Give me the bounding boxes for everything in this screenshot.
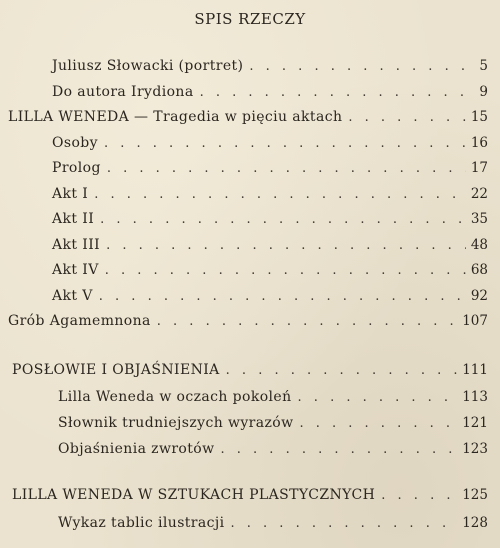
leader-dots [200,85,466,100]
toc-entry-label: Akt V [52,288,93,304]
toc-entry-label: Objaśnienia zwrotów [58,441,215,457]
toc-entry [52,160,488,180]
toc-entry [58,441,488,461]
leader-dots [157,314,458,329]
toc-entry-page: 111 [462,362,488,378]
toc-entry-page: 9 [479,84,488,100]
leader-dots [381,488,458,503]
toc-entry [52,211,488,231]
toc-entry [58,415,488,435]
toc-entry-label: POSŁOWIE I OBJAŚNIENIA [12,362,220,378]
toc-entry-page: 22 [470,186,488,202]
toc-entry [52,84,488,104]
leader-dots [106,238,466,253]
toc-entry-page: 15 [470,109,488,125]
toc-entry-label: Akt III [52,237,101,253]
toc-entry [52,186,488,206]
toc-entry-label: Lilla Weneda w oczach pokoleń [58,389,292,405]
toc-entry-page: 125 [462,487,488,503]
toc-entry [8,313,488,333]
leader-dots [94,187,466,202]
leader-dots [104,136,466,151]
toc-entry-label: Prolog [52,160,101,176]
toc-entry-page: 92 [470,288,488,304]
toc-entry-page: 113 [462,389,488,405]
leader-dots [107,161,466,176]
toc-entry-page: 107 [462,313,488,329]
toc-entry-label: LILLA WENEDA W SZTUKACH PLASTYCZNYCH [12,487,376,503]
leader-dots [299,416,458,431]
toc-entry-label: Osoby [52,135,98,151]
leader-dots [100,212,466,227]
leader-dots [249,59,466,74]
toc-entry [52,262,488,282]
toc-entry-label: Słownik trudniejszych wyrazów [58,415,294,431]
toc-entry-label: Juliusz Słowacki (portret) [52,58,244,74]
toc-entry [8,109,488,129]
toc-entry-label: Do autora Irydiona [52,84,194,100]
toc-entry-page: 17 [470,160,488,176]
leader-dots [105,263,466,278]
toc-entry-label: Wykaz tablic ilustracji [58,515,225,531]
toc-entry-page: 48 [470,237,488,253]
toc-entry-label: Akt II [52,211,95,227]
toc-entry-page: 123 [462,441,488,457]
page-title: SPIS RZECZY [194,10,306,28]
leader-dots [99,289,466,304]
leader-dots [221,442,459,457]
toc-entry-page: 35 [470,211,488,227]
toc-entry-page: 16 [470,135,488,151]
toc-entry-label: Akt I [52,186,89,202]
toc-entry-page: 128 [462,515,488,531]
toc-entry-page: 121 [462,415,488,431]
toc-entry [12,362,488,382]
leader-dots [348,110,466,125]
toc-entry-page: 68 [470,262,488,278]
toc-entry [52,58,488,78]
toc-entry-label: LILLA WENEDA — Tragedia w pięciu aktach [8,109,343,125]
toc-entry [58,389,488,409]
toc-entry-page: 5 [479,58,488,74]
toc-entry-label: Grób Agamemnona [8,313,151,329]
toc-entry [12,487,488,507]
leader-dots [298,390,459,405]
toc-entry [52,237,488,257]
toc-entry [58,515,488,535]
toc-entry [52,288,488,308]
toc-entry [52,135,488,155]
leader-dots [231,516,459,531]
leader-dots [226,363,459,378]
toc-entry-label: Akt IV [52,262,99,278]
